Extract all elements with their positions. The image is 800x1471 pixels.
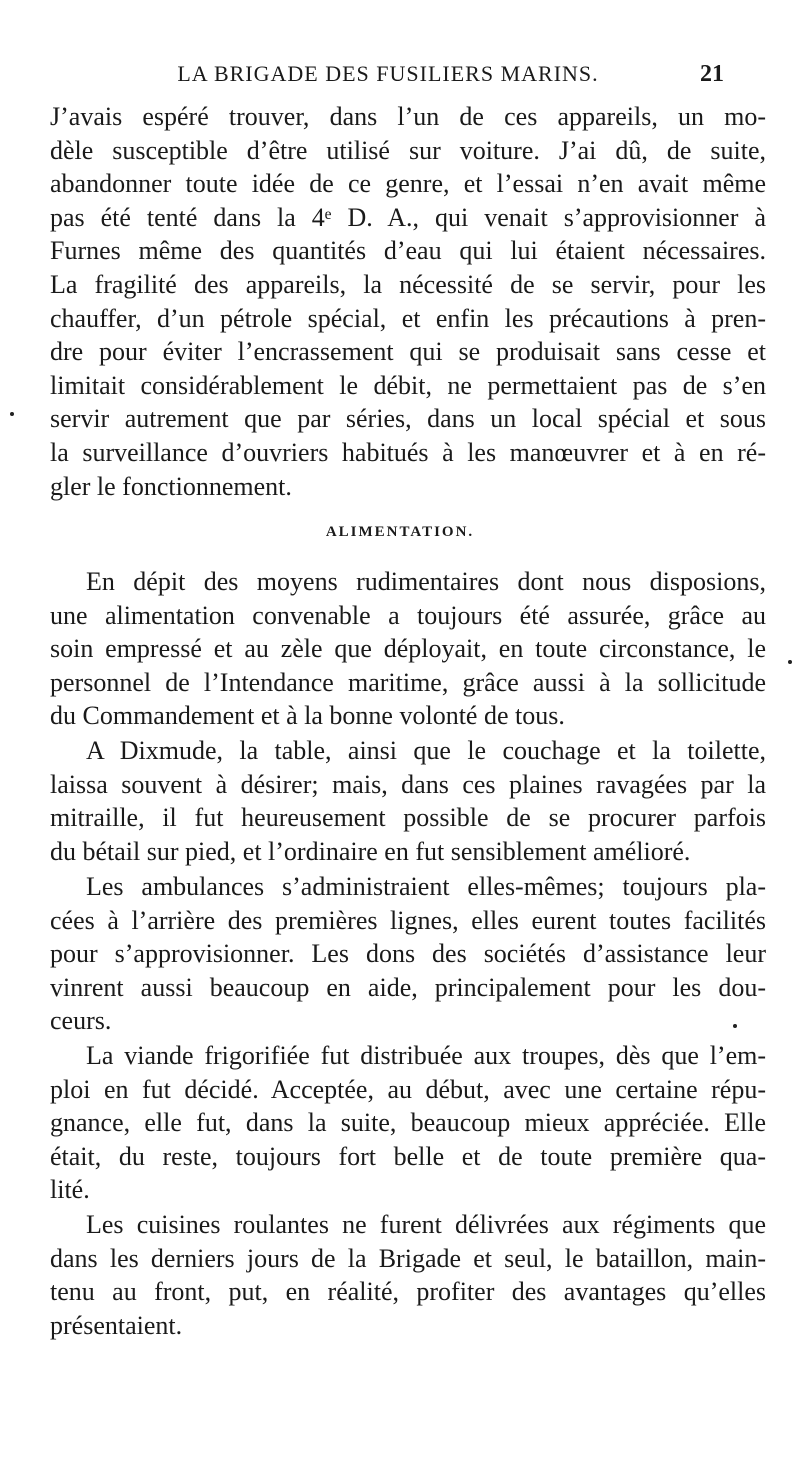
text-line: limitait considérablement le débit, ne permettaient pas de s’en	[50, 370, 766, 400]
text-line: pour s’approvisionner. Les dons des sociétés d’assistance leur	[50, 939, 766, 969]
text-line: vinrent aussi beaucoup en aide, principalement pour les dou-	[50, 972, 766, 1002]
text-line: dans les derniers jours de la Brigade et seul, le bataillon, main-	[50, 1243, 766, 1273]
text-line: la surveillance d’ouvriers habitués à les manœuvrer et à en ré-	[50, 437, 766, 467]
text-line: du bétail sur pied, et l’ordinaire en fut sensiblement amélioré.	[50, 836, 691, 866]
text-line: ceurs.	[50, 1006, 112, 1036]
page-header	[0, 56, 800, 92]
text-line: servir autrement que par séries, dans un local spécial et sous	[50, 404, 766, 434]
print-speck	[733, 1024, 737, 1028]
paragraph-4	[50, 1039, 766, 1207]
print-speck	[10, 412, 14, 416]
running-title: LA BRIGADE DES FUSILIERS MARINS.	[177, 61, 599, 86]
paragraph-3	[50, 870, 766, 1038]
text-line: La viande frigorifiée fut distribuée aux troupes, dès que l’em-	[86, 1041, 766, 1070]
text-line: dèle susceptible d’être utilisé sur voiture. J’ai dû, de suite,	[50, 135, 766, 165]
text-line: cées à l’arrière des premières lignes, elles eurent toutes facilités	[50, 905, 766, 935]
section-heading: ALIMENTATION.	[325, 524, 475, 540]
text-line: soin empressé et au zèle que déployait, en toute circonstance, le	[50, 634, 766, 664]
print-speck	[788, 660, 792, 664]
text-line: pas été tenté dans la 4ᵉ D. A., qui venait s’approvisionner à	[50, 202, 766, 232]
paragraph-2	[50, 734, 766, 868]
text-line: J’avais espéré trouver, dans l’un de ces appareils, un mo-	[50, 102, 766, 131]
paragraph-1	[50, 565, 766, 733]
intro-paragraph	[50, 100, 766, 503]
text-line: ploi en fut décidé. Acceptée, au début, avec une certaine répu-	[50, 1074, 766, 1104]
text-line: En dépit des moyens rudimentaires dont nous disposions,	[86, 567, 766, 596]
text-line: une alimentation convenable a toujours été assurée, grâce au	[50, 600, 766, 630]
page-number: 21	[700, 61, 724, 87]
text-line: dre pour éviter l’encrassement qui se produisait sans cesse et	[50, 337, 766, 367]
text-line: était, du reste, toujours fort belle et de toute première qua-	[50, 1141, 766, 1171]
text-line: Les ambulances s’administraient elles-mêmes; toujours pla-	[86, 872, 766, 901]
text-line: laissa souvent à désirer; mais, dans ces plaines ravagées par la	[50, 769, 766, 799]
text-line: Les cuisines roulantes ne furent délivrées aux régiments que	[86, 1210, 766, 1239]
text-line: présentaient.	[50, 1310, 183, 1340]
text-line: chauffer, d’un pétrole spécial, et enfin les précautions à pren-	[50, 303, 766, 333]
text-line: A Dixmude, la table, ainsi que le couchage et la toilette,	[86, 736, 766, 765]
text-line: abandonner toute idée de ce genre, et l’essai n’en avait même	[50, 169, 766, 199]
text-line: lité.	[50, 1175, 90, 1205]
text-line: personnel de l’Intendance maritime, grâce aussi à la sollicitude	[50, 667, 766, 697]
text-line: tenu au front, put, en réalité, profiter des avantages qu’elles	[50, 1277, 766, 1307]
text-line: gnance, elle fut, dans la suite, beaucoup mieux appréciée. Elle	[50, 1108, 766, 1138]
text-line: gler le fonctionnement.	[50, 471, 292, 501]
paragraph-5	[50, 1208, 766, 1342]
text-line: Furnes même des quantités d’eau qui lui étaient nécessaires.	[50, 236, 766, 266]
text-line: du Commandement et à la bonne volonté de tous.	[50, 701, 565, 731]
text-line: La fragilité des appareils, la nécessité de se servir, pour les	[50, 269, 766, 299]
text-line: mitraille, il fut heureusement possible de se procurer parfois	[50, 803, 766, 833]
